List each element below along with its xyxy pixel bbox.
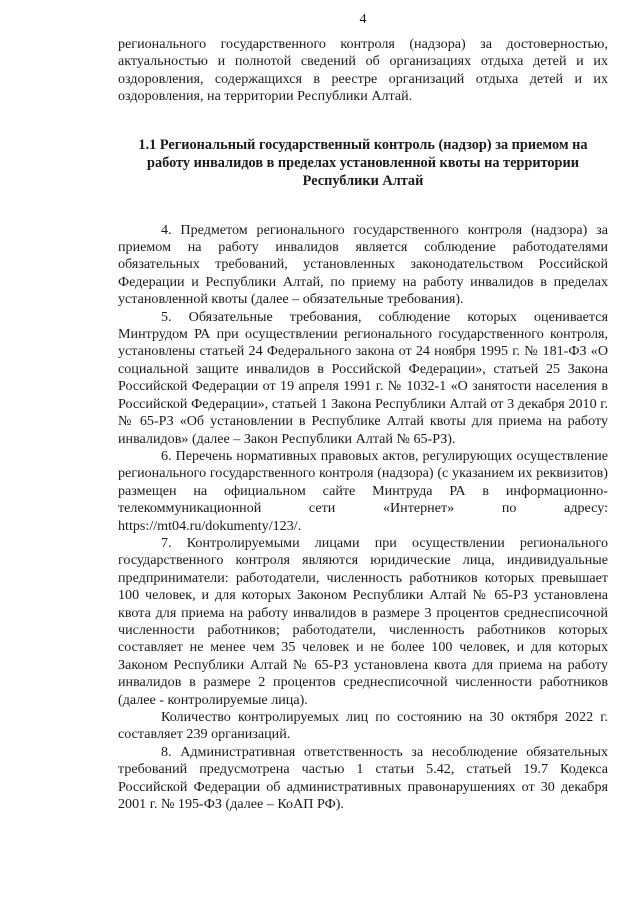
paragraph-item-7: 7. Контролируемыми лицами при осуществлении регионального государственного контроля являются юридические лица, индивидуальные предприниматели: работодатели, численность работников которых превышает 100 человек, и для которых Законом Республики Алтай № 65-РЗ установлена квота для приема на работу инвалидов в размере 3 процентов среднесписочной численности работников; работодатели, численность работников которых составляет не менее чем 35 человек и не более 100 человек, и для которых Законом Республики Алтай № 65-РЗ установлена квота для приема на работу инвалидов в размере 2 процентов среднесписочной численности работников (далее - контролируемые лица). <box>118 534 608 708</box>
section-heading: 1.1 Региональный государственный контроль (надзор) за приемом на работу инвалидов в пределах установленной квоты на территории Республики Алтай <box>138 136 588 189</box>
paragraph-item-5: 5. Обязательные требования, соблюдение которых оценивается Минтрудом РА при осуществлении регионального государственного контроля, установлены статьей 24 Федерального закона от 24 ноября 1995 г. № 181-ФЗ «О социальной защите инвалидов в Российской Федерации», статьей 25 Закона Российской Федерации от 19 апреля 1991 г. № 1032-1 «О занятости населения в Российской Федерации», статьей 1 Закона Республики Алтай от 3 декабря 2010 г. № 65-РЗ «Об установлении в Республике Алтай квоты для приема на работу инвалидов» (далее – Закон Республики Алтай № 65-РЗ). <box>118 308 608 447</box>
document-page <box>118 12 608 813</box>
page-number: 4 <box>359 12 367 27</box>
paragraph-intro: регионального государственного контроля (надзора) за достоверностью, актуальностью и полнотой сведений об организациях отдыха детей и их оздоровления, содержащихся в реестре организаций отдыха детей и их оздоровления, на территории Республики Алтай. <box>118 36 608 105</box>
paragraph-item-6: 6. Перечень нормативных правовых актов, регулирующих осуществление регионального государственного контроля (надзора) (с указанием их реквизитов) размещен на официальном сайте Минтруда РА в информационно-телекоммуникационной сети «Интернет» по адресу: https://mt04.ru/dokumenty/123/. <box>118 447 608 534</box>
paragraph-item-4: 4. Предметом регионального государственного контроля (надзора) за приемом на работу инвалидов является соблюдение работодателями обязательных требований, установленных законодательством Российской Федерации и Республики Алтай, по приему на работу инвалидов в пределах установленной квоты (далее – обязательные требования). <box>118 221 608 308</box>
paragraph-controlled-count: Количество контролируемых лиц по состоянию на 30 октября 2022 г. составляет 239 организаций. <box>118 709 608 743</box>
paragraph-item-8: 8. Административная ответственность за несоблюдение обязательных требований предусмотрена частью 1 статьи 5.42, статьей 19.7 Кодекса Российской Федерации об административных правонарушениях от 30 декабря 2001 г. № 195-ФЗ (далее – КоАП РФ). <box>118 743 608 813</box>
